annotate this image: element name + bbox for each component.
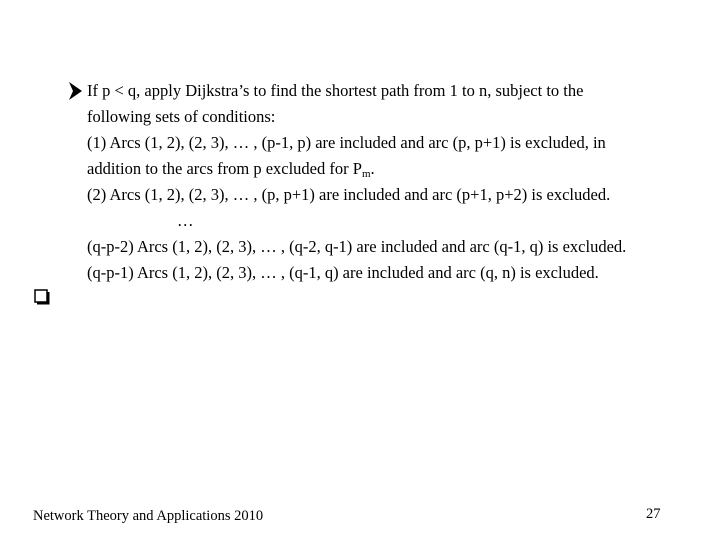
hollow-square-bullet-icon bbox=[34, 289, 50, 305]
text-line-7: (q-p-2) Arcs (1, 2), (2, 3), … , (q-2, q-1) are included and arc (q-1, q) is excluded. bbox=[87, 237, 627, 256]
text-line-2: following sets of conditions: bbox=[87, 107, 276, 126]
text-line-4 bbox=[87, 156, 698, 182]
text-line-4-period: . bbox=[370, 159, 375, 178]
ellipsis-line: … bbox=[177, 211, 194, 230]
arrow-bullet-icon bbox=[68, 81, 84, 101]
text-line-3: (1) Arcs (1, 2), (2, 3), … , (p-1, p) are included and arc (p, p+1) is excluded, in bbox=[87, 133, 606, 152]
page-number: 27 bbox=[646, 506, 661, 522]
footer-text: Network Theory and Applications 2010 bbox=[33, 508, 264, 524]
condition-bullet bbox=[68, 78, 698, 286]
condition-text bbox=[87, 78, 698, 286]
text-line-1: If p < q, apply Dijkstra’s to find the shortest path from 1 to n, subject to the bbox=[87, 81, 584, 100]
text-line-4-main: addition to the arcs from p excluded for P bbox=[87, 159, 362, 178]
text-line-5: (2) Arcs (1, 2), (2, 3), … , (p, p+1) are included and arc (p+1, p+2) is excluded. bbox=[87, 185, 611, 204]
subscript-m: m bbox=[361, 168, 371, 180]
text-line-8: (q-p-1) Arcs (1, 2), (2, 3), … , (q-1, q) are included and arc (q, n) is excluded. bbox=[87, 263, 599, 282]
